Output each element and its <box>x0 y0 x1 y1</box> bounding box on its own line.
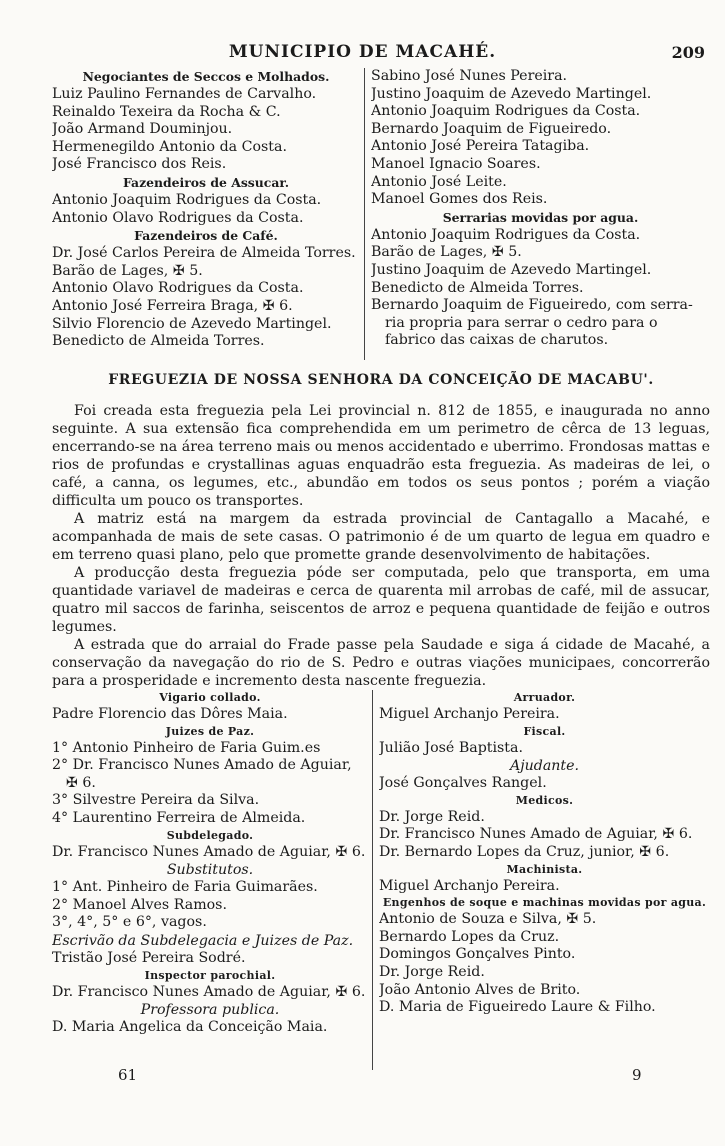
list-item: Dr. Francisco Nunes Amado de Aguiar, ✠ 6. <box>52 983 366 1000</box>
heading-juizes: Juizes de Paz. <box>165 724 255 738</box>
list-item: Manoel Gomes dos Reis. <box>371 191 548 208</box>
list-item: Bernardo Joaquim de Figueiredo, com serra- <box>371 297 693 314</box>
list-item: Bernardo Joaquim de Figueiredo. <box>371 120 612 137</box>
list-item: Dr. Jorge Reid. <box>379 808 485 825</box>
heading-machinista: Machinista. <box>506 862 583 876</box>
list-item: Julião José Baptista. <box>379 739 523 756</box>
list-item: 3° Silvestre Pereira da Silva. <box>52 792 260 809</box>
paragraph: A estrada que do arraial do Frade passe pela Saudade e siga á cidade de Macahé, a conservação da navegação do rio de S. Pedro e outras viações municipaes, concorrerão para a prosperidade e incremento desta nascente freguezia. <box>52 637 710 689</box>
list-item: Padre Florencio das Dôres Maia. <box>52 706 288 722</box>
list-item: Antonio Olavo Rodrigues da Costa. <box>52 209 304 226</box>
list-item: Dr. Francisco Nunes Amado de Aguiar, ✠ 6. <box>379 826 693 843</box>
section-heading-coffee: Fazendeiros de Café. <box>134 228 278 244</box>
lower-left-column <box>52 690 372 1070</box>
page-title: MUNICIPIO DE MACAHÉ. <box>228 42 497 62</box>
heading-inspector: Inspector parochial. <box>144 968 276 982</box>
list-item: Reinaldo Texeira da Rocha & C. <box>52 103 281 120</box>
list-item: Silvio Florencio de Azevedo Martingel. <box>52 315 332 332</box>
list-item: Dr. Jorge Reid. <box>379 963 485 980</box>
page-number: 209 <box>671 43 705 62</box>
section-heading-merchants: Negociantes de Seccos e Molhados. <box>82 69 330 84</box>
running-header <box>0 42 725 68</box>
list-item: D. Maria Angelica da Conceição Maia. <box>52 1019 328 1036</box>
upper-left-column <box>52 68 364 360</box>
list-item: Dr. Francisco Nunes Amado de Aguiar, ✠ 6. <box>52 843 366 860</box>
heading-substitutos: Substitutos. <box>166 862 254 879</box>
heading-subdelegado: Subdelegado. <box>166 828 254 842</box>
list-item: 4° Laurentino Ferreira de Almeida. <box>52 809 306 826</box>
list-item: Miguel Archanjo Pereira. <box>379 706 560 722</box>
heading-medicos: Medicos. <box>515 793 574 807</box>
paragraph: Foi creada esta freguezia pela Lei provincial n. 812 de 1855, e inaugurada no anno seguinte. A sua extensão fica comprehendida em um perimetro de cêrca de 13 leguas, encerrando-se na área terreno mais ou menos accidentado e uberrimo. Frondosas mattas e rios de profundas e crystallinas aguas enquadrão esta freguezia. As madeiras de lei, o café, a canna, os legumes, etc., abundão em todos os seus pontos ; porém a viação difficulta um pouco os transportes. <box>52 403 710 509</box>
lower-right-column <box>372 690 710 1070</box>
list-item: Justino Joaquim de Azevedo Martingel. <box>371 85 652 102</box>
section-heading-sawmills: Serrarias movidas por agua. <box>442 209 639 225</box>
freguezia-description <box>52 402 710 690</box>
list-item: Tristão José Pereira Sodré. <box>52 949 246 966</box>
heading-arruador: Arruador. <box>513 691 576 704</box>
list-item: 3°, 4°, 5° e 6°, vagos. <box>52 914 207 931</box>
list-item: 2° Dr. Francisco Nunes Amado de Aguiar, <box>52 757 352 774</box>
heading-vigario: Vigario collado. <box>159 691 261 704</box>
list-item: Justino Joaquim de Azevedo Martingel. <box>371 261 652 278</box>
list-item: Manoel Ignacio Soares. <box>371 155 541 172</box>
list-item: Antonio Olavo Rodrigues da Costa. <box>52 280 304 297</box>
list-item: Barão de Lages, ✠ 5. <box>52 262 203 279</box>
list-item: Antonio Joaquim Rodrigues da Costa. <box>371 103 641 120</box>
list-item: João Armand Douminjou. <box>52 121 233 138</box>
list-item: Benedicto de Almeida Torres. <box>371 279 584 296</box>
list-item: Miguel Archanjo Pereira. <box>379 877 560 894</box>
section-heading-sugar: Fazendeiros de Assucar. <box>122 174 290 190</box>
list-item: D. Maria de Figueiredo Laure & Filho. <box>379 999 656 1016</box>
list-item: Dr. José Carlos Pereira de Almeida Torres. <box>52 245 356 262</box>
signature-mark-right: 9 <box>632 1066 642 1084</box>
list-item: Antonio de Souza e Silva, ✠ 5. <box>379 911 597 928</box>
list-item: Dr. Bernardo Lopes da Cruz, junior, ✠ 6. <box>379 843 670 860</box>
list-item-continuation: fabrico das caixas de charutos. <box>385 332 609 349</box>
list-item: Bernardo Lopes da Cruz. <box>379 928 560 945</box>
list-item-continuation: ria propria para serrar o cedro para o <box>385 314 658 331</box>
list-item: Luiz Paulino Fernandes de Carvalho. <box>52 86 317 102</box>
list-item: Benedicto de Almeida Torres. <box>52 333 265 350</box>
upper-columns <box>52 68 710 360</box>
page-footer <box>0 1066 725 1090</box>
list-item: Domingos Gonçalves Pinto. <box>379 946 576 963</box>
section-title-freguezia: FREGUEZIA DE NOSSA SENHORA DA CONCEIÇÃO DE MACABU'. <box>108 372 654 388</box>
list-item: Antonio Joaquim Rodrigues da Costa. <box>52 191 322 208</box>
list-item: José Gonçalves Rangel. <box>379 775 547 792</box>
heading-professora: Professora publica. <box>140 1002 280 1019</box>
lower-columns <box>52 690 710 1070</box>
paragraph: A matriz está na margem da estrada provincial de Cantagallo a Macahé, e acompanhada de mais de sete casas. O patrimonio é de um quarto de legua em quadro e em terreno quasi plano, pelo que promette grande desenvolvimento de habitações. <box>52 511 710 563</box>
heading-fiscal: Fiscal. <box>523 724 566 738</box>
list-item: José Francisco dos Reis. <box>52 156 227 173</box>
list-item: Antonio José Ferreira Braga, ✠ 6. <box>52 297 293 314</box>
paragraph: A producção desta freguezia póde ser computada, pelo que transporta, em uma quantidade variavel de madeiras e cerca de quarenta mil arrobas de café, mil de assucar, quatro mil saccos de farinha, seiscentos de arroz e pequena quantidade de feijão e outros legumes. <box>52 565 710 635</box>
heading-ajudante: Ajudante. <box>509 758 580 775</box>
list-item: 1° Ant. Pinheiro de Faria Guimarães. <box>52 879 318 896</box>
list-item: 2° Manoel Alves Ramos. <box>52 896 227 913</box>
list-item: Antonio José Pereira Tatagiba. <box>371 138 590 155</box>
heading-escrivao: Escrivão da Subdelegacia e Juizes de Paz. <box>52 932 354 949</box>
list-item: João Antonio Alves de Brito. <box>379 981 581 998</box>
list-item: 1° Antonio Pinheiro de Faria Guim.es <box>52 739 321 756</box>
list-item-continuation: ✠ 6. <box>66 774 96 791</box>
heading-engenhos: Engenhos de soque e machinas movidas por agua. <box>382 896 707 910</box>
upper-right-column <box>364 68 710 360</box>
list-item: Sabino José Nunes Pereira. <box>371 68 568 84</box>
list-item: Hermenegildo Antonio da Costa. <box>52 138 287 155</box>
list-item: Antonio José Leite. <box>371 173 507 190</box>
list-item: Barão de Lages, ✠ 5. <box>371 244 522 261</box>
list-item: Antonio Joaquim Rodrigues da Costa. <box>371 226 641 243</box>
signature-mark-left: 61 <box>118 1066 138 1084</box>
